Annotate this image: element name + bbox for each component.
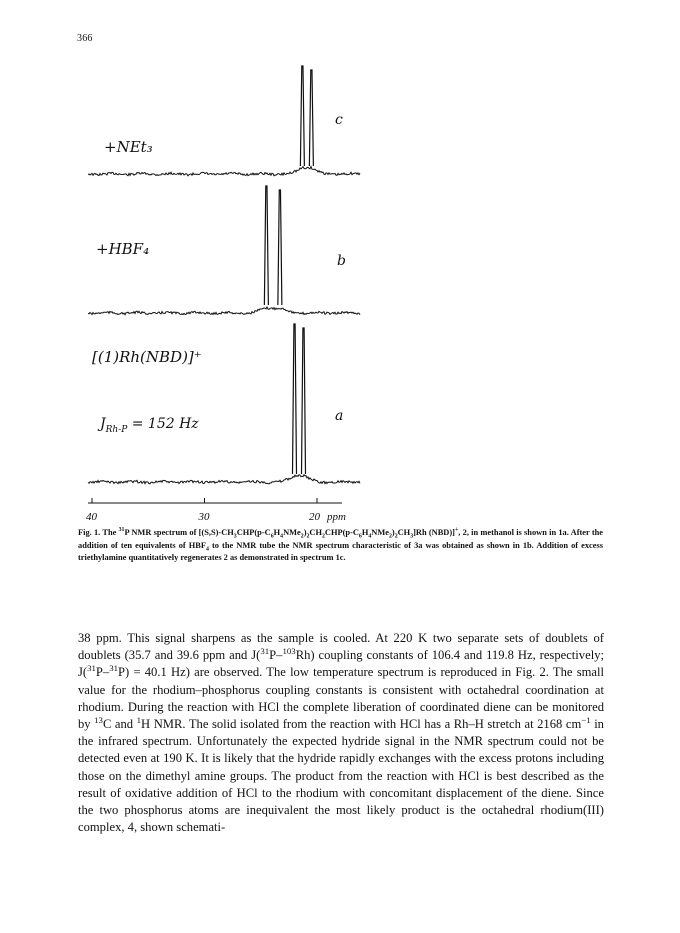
spectrum-baseline-b [88, 307, 360, 315]
axis-tick-label-20: 20 [309, 511, 320, 523]
spectrum-peak-a-2 [302, 328, 306, 474]
spectrum-peak-a-1 [293, 324, 297, 474]
axis-tick-label-30: 30 [198, 511, 210, 523]
spectrum-peak-b-1 [264, 186, 268, 305]
coupling-subscript: Rh-P [105, 425, 128, 435]
spectrum-baseline-a [88, 475, 360, 484]
spectrum-baseline-c [88, 167, 360, 176]
annotation-a-line2 [97, 416, 199, 435]
annotation-a-line1: [(1)Rh(NBD)]⁺ [92, 348, 202, 366]
spectrum-peak-c-2 [309, 70, 313, 166]
page-number: 366 [77, 33, 93, 44]
spectrum-peak-c-1 [300, 66, 304, 166]
ppm-unit: ppm [327, 511, 346, 523]
spectrum-peak-b-2 [278, 190, 282, 305]
axis-tick-label-40: 40 [86, 511, 97, 523]
annotation-c: +NEt₃ [104, 138, 153, 156]
figure-caption: Fig. 1. The $^{31}$P NMR spectrum of $[(S,S)-CH_3CHP(p-C_6H_4NMe_2)_2CH_2CHP(p-C_6H_4NMe_2)_2CH_3]Rh$ (NBD)]+, 2, in methanol is shown in 1a. After the addition of ten equivalents of $HBF_4$ to the NMR tube the NMR spectrum characteristic of 3a was obtained as shown in 1b. Addition of excess triethylamine quantitatively regenerates 2 as demonstrated in spectrum 1c. [78, 527, 603, 563]
body-paragraph: 38 ppm. This signal sharpens as the sample is cooled. At 220 K two separate sets of doublets of doublets (35.7 and 39.6 ppm and J($^{31}$P–$^{103}$Rh) coupling constants of 106.4 and 119.8 Hz, respectively; J($^{31}$P–$^{31}$P) = 40.1 Hz) are observed. The low temperature spectrum is reproduced in Fig. 2. The small value for the rhodium–phosphorus coupling constants is consistent with octahedral coordination at rhodium. During the reaction with HCl the complete liberation of coordinated diene can be monitored by $^{13}$C and $^1$H NMR. The solid isolated from the reaction with HCl has a Rh–H stretch at 2168 $cm^{-1}$ in the infrared spectrum. Unfortunately the expected hydride signal in the NMR spectrum could not be detected even at 190 K. It is likely that the hydride rapidly exchanges with the excess protons including those on the dimethyl amine groups. The product from the reaction with HCl is best described as the result of oxidative addition of HCl to the rhodium with concomitant displacement of the diene. Since the two phosphorus atoms are inequivalent the most likely product is the octahedral rhodium(III) complex, 4, shown schemati- [78, 631, 604, 835]
label-c: c [335, 112, 343, 128]
label-a: a [335, 408, 344, 424]
annotation-b: +HBF₄ [96, 240, 150, 258]
coupling-symbol: J [100, 416, 106, 432]
coupling-value: = 152 Hz [127, 416, 199, 432]
label-b: b [337, 253, 346, 269]
